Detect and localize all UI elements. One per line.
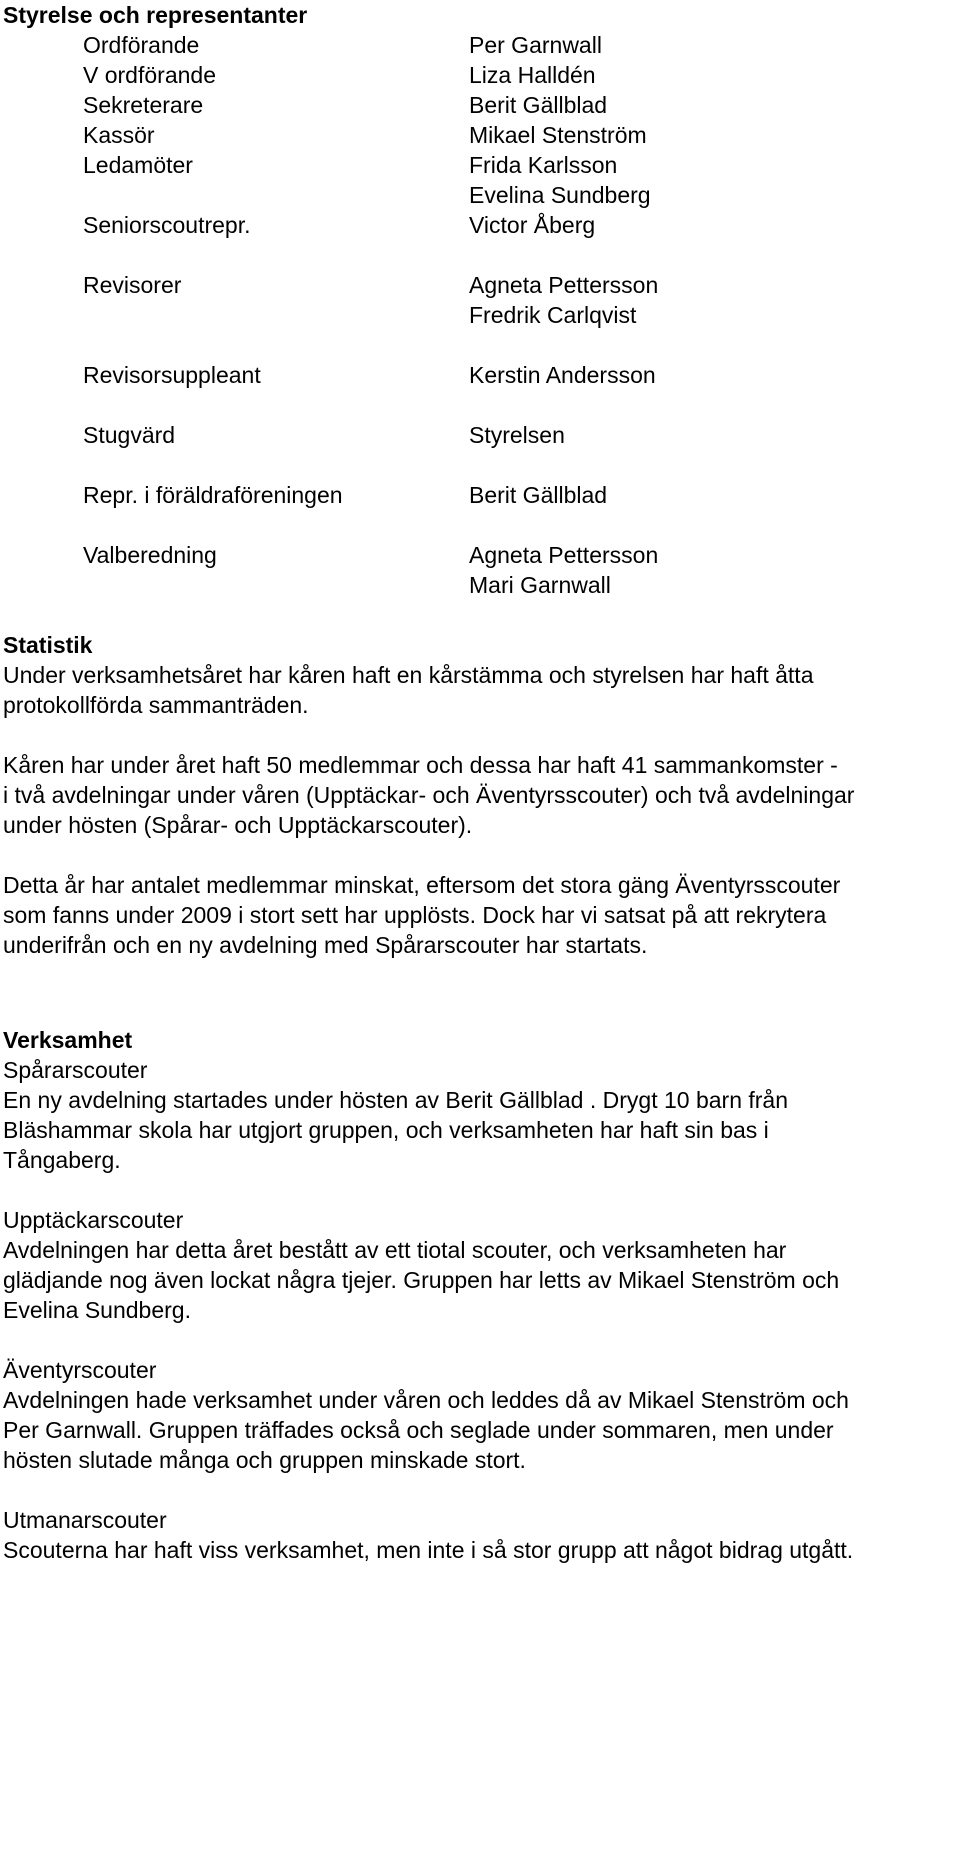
role-seniorscoutrepr: Seniorscoutrepr. [83, 212, 251, 238]
role-ordforande: Ordförande [83, 32, 200, 58]
role-revisorer: Revisorer [83, 272, 182, 298]
name-valberedning-1: Agneta Pettersson [469, 542, 659, 568]
name-revisorsuppleant: Kerstin Andersson [469, 362, 656, 388]
role-foraldraforening: Repr. i föräldraföreningen [83, 482, 343, 508]
subheading-utmanar: Utmanarscouter [3, 1507, 167, 1533]
aventyr-line-3: hösten slutade många och gruppen minskade stort. [3, 1447, 526, 1473]
name-revisor-2: Fredrik Carlqvist [469, 302, 637, 328]
name-stugvard: Styrelsen [469, 422, 565, 448]
board-list [3, 30, 955, 600]
subheading-aventyr: Äventyrscouter [3, 1357, 157, 1383]
role-sekreterare: Sekreterare [83, 92, 204, 118]
name-ledamot-2: Evelina Sundberg [469, 182, 651, 208]
name-foraldraforening: Berit Gällblad [469, 482, 608, 508]
statistik-p1-line-2: protokollförda sammanträden. [3, 692, 309, 718]
aventyr-line-2: Per Garnwall. Gruppen träffades också och seglade under sommaren, men under [3, 1417, 834, 1443]
name-ledamot-1: Frida Karlsson [469, 152, 618, 178]
sparar-line-1: En ny avdelning startades under hösten av Berit Gällblad . Drygt 10 barn från [3, 1087, 789, 1113]
section-statistik [3, 630, 955, 960]
upptackar-line-2: glädjande nog även lockat några tjejer. Gruppen har letts av Mikael Stenström och [3, 1267, 840, 1293]
statistik-p2-line-3: under hösten (Spårar- och Upptäckarscouter). [3, 812, 473, 838]
role-valberedning: Valberedning [83, 542, 217, 568]
heading-styrelse: Styrelse och representanter [3, 2, 308, 28]
heading-statistik: Statistik [3, 632, 93, 658]
sparar-line-2: Bläshammar skola har utgjort gruppen, och verksamheten har haft sin bas i [3, 1117, 769, 1143]
name-sekreterare: Berit Gällblad [469, 92, 608, 118]
sparar-line-3: Tångaberg. [3, 1147, 121, 1173]
upptackar-line-3: Evelina Sundberg. [3, 1297, 191, 1323]
subheading-upptackar: Upptäckarscouter [3, 1207, 184, 1233]
statistik-p3-line-1: Detta år har antalet medlemmar minskat, eftersom det stora gäng Äventyrsscouter [3, 872, 841, 898]
role-kassor: Kassör [83, 122, 155, 148]
name-kassor: Mikael Stenström [469, 122, 647, 148]
role-revisorsuppleant: Revisorsuppleant [83, 362, 261, 388]
heading-verksamhet: Verksamhet [3, 1027, 133, 1053]
role-ledamoter: Ledamöter [83, 152, 193, 178]
name-v-ordforande: Liza Halldén [469, 62, 596, 88]
upptackar-line-1: Avdelningen har detta året bestått av ett tiotal scouter, och verksamheten har [3, 1237, 787, 1263]
statistik-p1-line-1: Under verksamhetsåret har kåren haft en kårstämma och styrelsen har haft åtta [3, 662, 814, 688]
role-stugvard: Stugvärd [83, 422, 176, 448]
name-revisor-1: Agneta Pettersson [469, 272, 659, 298]
name-valberedning-2: Mari Garnwall [469, 572, 611, 598]
statistik-p2-line-1: Kåren har under året haft 50 medlemmar och dessa har haft 41 sammankomster - [3, 752, 838, 778]
statistik-p3-line-3: underifrån och en ny avdelning med Spårarscouter har startats. [3, 932, 648, 958]
aventyr-line-1: Avdelningen hade verksamhet under våren och leddes då av Mikael Stenström och [3, 1387, 849, 1413]
name-seniorscoutrepr: Victor Åberg [469, 212, 596, 238]
name-ordforande: Per Garnwall [469, 32, 602, 58]
subheading-sparar: Spårarscouter [3, 1057, 148, 1083]
statistik-p3-line-2: som fanns under 2009 i stort sett har upplösts. Dock har vi satsat på att rekrytera [3, 902, 827, 928]
role-v-ordforande: V ordförande [83, 62, 216, 88]
statistik-p2-line-2: i två avdelningar under våren (Upptäckar- och Äventyrsscouter) och två avdelningar [3, 782, 855, 808]
section-verksamhet [3, 1025, 955, 1565]
utmanar-line-1: Scouterna har haft viss verksamhet, men inte i så stor grupp att något bidrag utgått. [3, 1537, 854, 1563]
